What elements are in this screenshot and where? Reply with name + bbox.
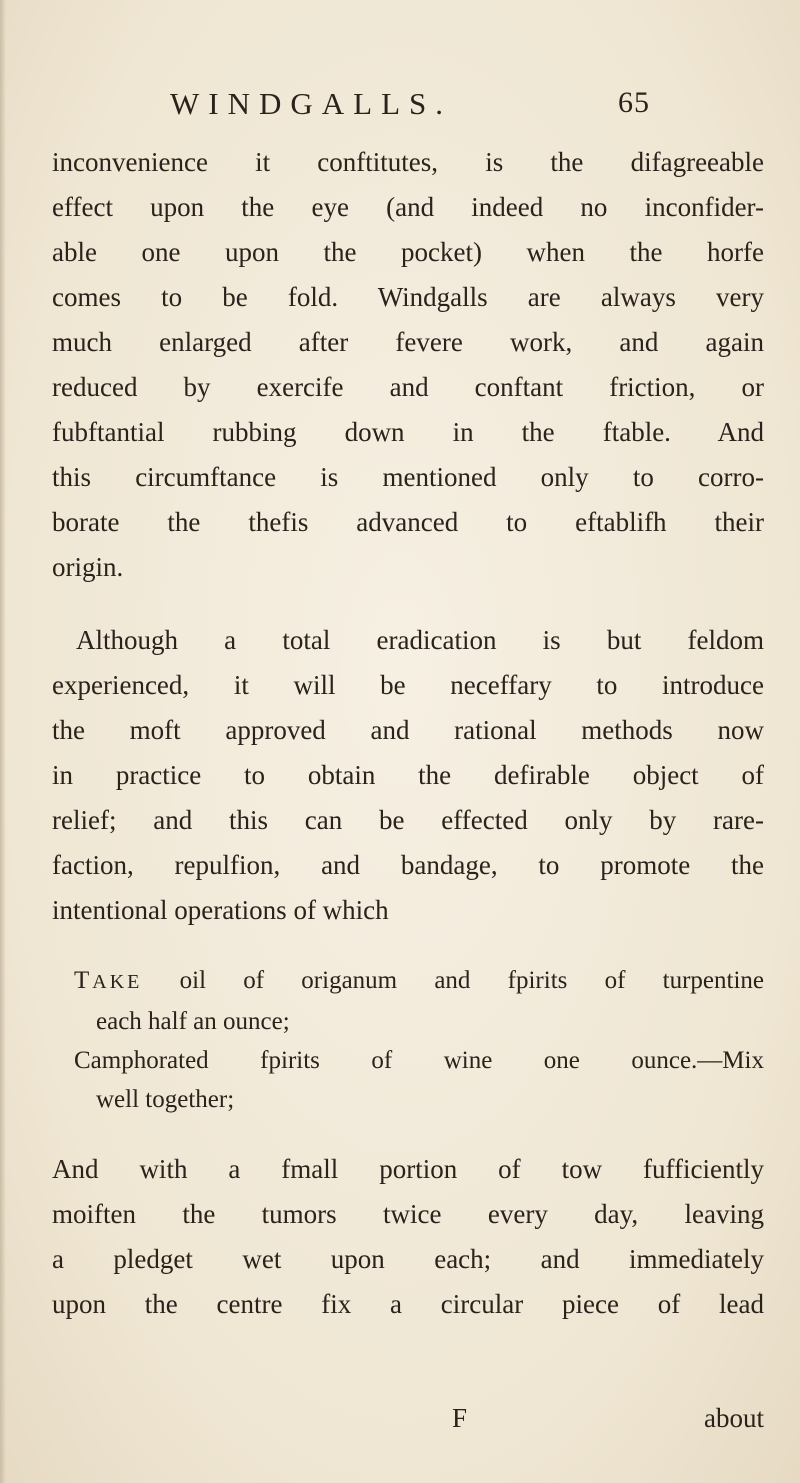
text-line: able one upon the pocket) when the horfe: [52, 237, 764, 267]
catchword: about: [704, 1403, 764, 1433]
text-line: Although a total eradication is but feldom: [76, 625, 764, 655]
text-line: this circumftance is mentioned only to corro-: [52, 462, 764, 492]
page-header: [0, 86, 800, 136]
page-body: [52, 140, 764, 1327]
text-line: moiften the tumors twice every day, leaving: [52, 1199, 764, 1229]
text-line: comes to be fold. Windgalls are always very: [52, 282, 764, 312]
text-line: a pledget wet upon each; and immediately: [52, 1244, 764, 1274]
running-title: WINDGALLS.: [170, 86, 452, 121]
text-line: relief; and this can be effected only by rare-: [52, 805, 764, 835]
recipe-line: well together;: [96, 1086, 235, 1113]
recipe-line: Camphorated fpirits of wine one ounce.—Mix: [74, 1047, 764, 1074]
text-line: inconvenience it conftitutes, is the difagreeable: [52, 147, 764, 177]
page-number: 65: [618, 86, 650, 119]
text-line: the moft approved and rational methods now: [52, 715, 764, 745]
recipe-line: each half an ounce;: [96, 1008, 290, 1035]
paragraph-gap: [52, 1119, 764, 1147]
page-gutter-shadow: [0, 0, 6, 1483]
signature-mark: F: [452, 1403, 468, 1433]
paragraph-1: [52, 140, 764, 590]
text-line: origin.: [52, 552, 124, 582]
text-line: intentional operations of which: [52, 895, 389, 925]
recipe-line: [74, 961, 764, 1002]
recipe-line-rest: oil of origanum and fpirits of turpentine: [179, 967, 764, 994]
text-line: reduced by exercife and conftant friction, or: [52, 372, 764, 402]
text-line: experienced, it will be neceffary to introduce: [52, 670, 764, 700]
paragraph-3: [52, 1147, 764, 1327]
recipe-initial: T: [74, 967, 93, 994]
page-footer: [52, 1403, 764, 1448]
text-line: upon the centre fix a circular piece of lead: [52, 1289, 764, 1319]
text-line: in practice to obtain the defirable object of: [52, 760, 764, 790]
text-line: faction, repulfion, and bandage, to promote the: [52, 850, 764, 880]
recipe-smallcaps: AKE: [92, 971, 143, 993]
recipe-block: [74, 961, 764, 1119]
paragraph-gap: [52, 933, 764, 961]
paragraph-gap: [52, 590, 764, 618]
paragraph-2: [52, 618, 764, 933]
text-line: fubftantial rubbing down in the ftable. And: [52, 417, 764, 447]
text-line: And with a fmall portion of tow fufficiently: [52, 1154, 764, 1184]
text-line: much enlarged after fevere work, and again: [52, 327, 764, 357]
text-line: borate the thefis advanced to eftablifh their: [52, 507, 764, 537]
text-line: effect upon the eye (and indeed no inconfider-: [52, 192, 764, 222]
